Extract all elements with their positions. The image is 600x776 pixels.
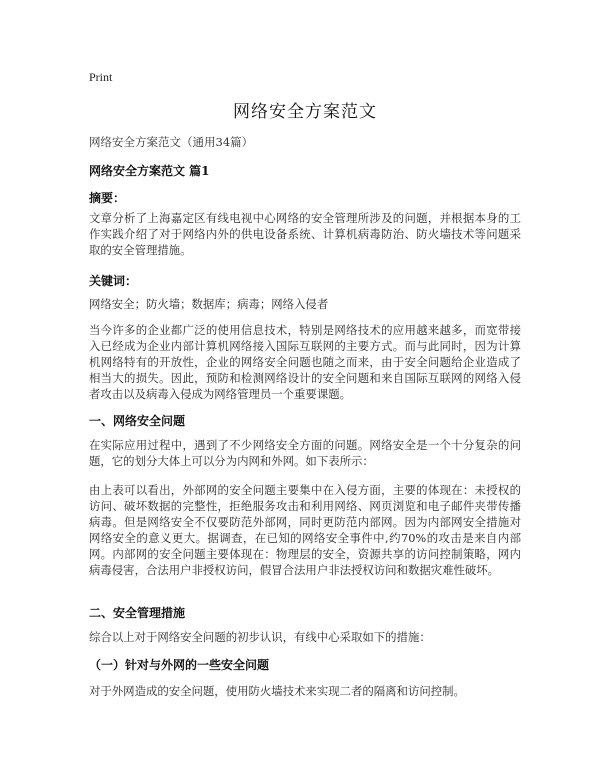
section-2-heading: 二、安全管理措施 bbox=[89, 606, 186, 620]
subsection-1-paragraph: 对于外网造成的安全问题，使用防火墙技术来实现二者的隔离和访问控制。 bbox=[89, 684, 465, 698]
section-1-paragraph-2: 由上表可以看出，外部网的安全问题主要集中在入侵方面，主要的体现在：未授权的访问、破坏数据的完整性，拒绝服务攻击和利用网络、网页浏览和电子邮件夹带传播病毒。但是网络安全不仅要防范外部网，同时更防范内部网。因为内部网安全措施对网络安全的意义更大。据调查，在已知的网络安全事件中,约70%的攻击是来自内部网。内部网的安全问题主要体现在：物理层的安全，资源共享的访问控制策略，网内病毒侵害，合法用户非授权访问，假冒合法用户非法授权访问和数据灾难性破坏。 bbox=[89, 483, 521, 577]
section-1-heading: 一、网络安全问题 bbox=[89, 414, 186, 428]
subsection-1-heading: （一）针对与外网的一些安全问题 bbox=[89, 658, 270, 672]
article-heading: 网络安全方案范文 篇1 bbox=[89, 164, 210, 178]
section-1-paragraph: 在实际应用过程中，遇到了不少网络安全方面的问题。网络安全是一个十分复杂的问题，它的划分大体上可以分为内网和外网。如下表所示： bbox=[89, 438, 521, 468]
abstract-label: 摘要： bbox=[89, 191, 126, 205]
section-2-paragraph: 综合以上对于网络安全问题的初步认识，有线中心采取如下的措施： bbox=[89, 630, 431, 644]
document-subtitle: 网络安全方案范文（通用34篇） bbox=[89, 135, 254, 149]
keywords-text: 网络安全；防火墙；数据库；病毒；网络入侵者 bbox=[89, 297, 329, 311]
abstract-text: 文章分析了上海嘉定区有线电视中心网络的安全管理所涉及的问题，并根据本身的工作实践介绍了对于网络内外的供电设备系统、计算机病毒防治、防火墙技术等问题采取的安全管理措施。 bbox=[89, 211, 521, 257]
print-label[interactable]: Print bbox=[89, 70, 113, 84]
intro-paragraph: 当今许多的企业都广泛的使用信息技术，特别是网络技术的应用越来越多，而宽带接入已经成为企业内部计算机网络接入国际互联网的主要方式。而与此同时，因为计算机网络特有的开放性，企业的网络安全问题也随之而来，由于安全问题给企业造成了相当大的损失。因此，预防和检测网络设计的安全问题和来自国际互联网的网络入侵者攻击以及病毒入侵成为网络管理员一个重要课题。 bbox=[89, 323, 521, 401]
page-title: 网络安全方案范文 bbox=[233, 102, 377, 122]
keywords-label: 关键词： bbox=[89, 274, 138, 288]
